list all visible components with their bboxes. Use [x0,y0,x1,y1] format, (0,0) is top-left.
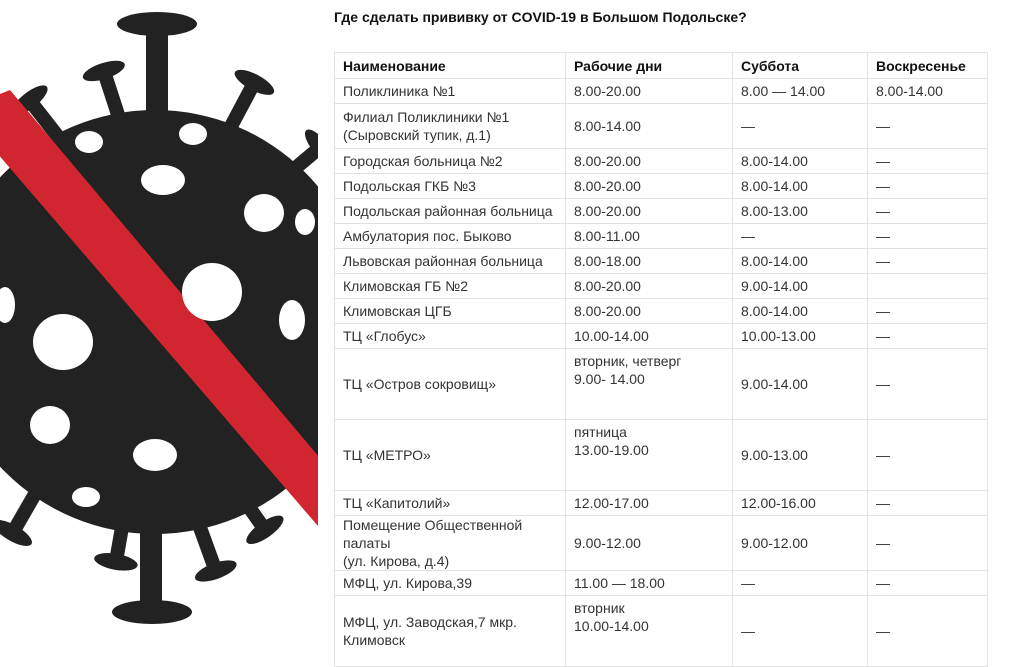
cell-saturday: 8.00-14.00 [733,174,868,199]
cell-name: Климовская ГБ №2 [335,274,566,299]
table-row [335,174,988,199]
cell-weekdays: 8.00-11.00 [566,224,733,249]
cell-name-line: (Сыровский тупик, д.1) [343,127,491,143]
cell-weekdays: 8.00-18.00 [566,249,733,274]
table-row [335,516,988,571]
page-title: Где сделать прививку от COVID-19 в Большом Подольске? [334,9,747,25]
cell-name: ТЦ «Капитолий» [335,491,566,516]
cell-weekdays-line: пятница [574,424,627,440]
cell-weekdays-line: вторник [574,600,625,616]
cell-sunday: — [868,174,988,199]
virus-illustration [0,0,318,648]
cell-weekdays: 8.00-14.00 [566,104,733,149]
cell-saturday: 9.00-14.00 [733,349,868,420]
table-row [335,349,988,420]
cell-sunday: — [868,324,988,349]
cell-weekdays: 12.00-17.00 [566,491,733,516]
table-row [335,571,988,596]
cell-name: Подольская ГКБ №3 [335,174,566,199]
header-weekdays: Рабочие дни [566,53,733,79]
cell-saturday: 8.00-13.00 [733,199,868,224]
cell-sunday: 8.00-14.00 [868,79,988,104]
table-row [335,199,988,224]
cell-sunday: — [868,420,988,491]
table-row [335,224,988,249]
table-row [335,274,988,299]
table-row [335,104,988,149]
cell-name-line: МФЦ, ул. Заводская,7 мкр. [343,614,517,630]
cell-name: Амбулатория пос. Быково [335,224,566,249]
cell-saturday: 10.00-13.00 [733,324,868,349]
cell-name: Львовская районная больница [335,249,566,274]
cell-weekdays: 8.00-20.00 [566,79,733,104]
cell-name: Подольская районная больница [335,199,566,224]
table-row [335,249,988,274]
cell-name: ТЦ «Остров сокровищ» [335,349,566,420]
table-row [335,149,988,174]
cell-saturday: 12.00-16.00 [733,491,868,516]
cell-name-line: Помещение Общественной палаты [343,517,523,551]
cell-saturday: — [733,596,868,667]
cell-saturday: 9.00-14.00 [733,274,868,299]
cell-sunday [868,274,988,299]
cell-saturday: 8.00 — 14.00 [733,79,868,104]
cell-saturday: 9.00-13.00 [733,420,868,491]
cell-weekdays-line: 10.00-14.00 [574,618,649,634]
cell-saturday: 8.00-14.00 [733,149,868,174]
cell-saturday: — [733,571,868,596]
table-row [335,491,988,516]
cell-weekdays: 8.00-20.00 [566,274,733,299]
cell-sunday: — [868,596,988,667]
cell-name-line: Филиал Поликлиники №1 [343,109,510,125]
cell-sunday: — [868,299,988,324]
cell-saturday: 8.00-14.00 [733,299,868,324]
cell-weekdays: 9.00-12.00 [566,516,733,571]
cell-sunday: — [868,349,988,420]
cell-sunday: — [868,491,988,516]
cell-sunday: — [868,224,988,249]
cell-weekdays [566,596,733,667]
cell-weekdays [566,420,733,491]
cell-weekdays: 8.00-20.00 [566,174,733,199]
cell-name: ТЦ «Глобус» [335,324,566,349]
vaccination-schedule-table [334,52,988,667]
table-row [335,79,988,104]
table-row [335,324,988,349]
table-row [335,420,988,491]
cell-name [335,104,566,149]
cell-saturday: — [733,104,868,149]
cell-weekdays: 11.00 — 18.00 [566,571,733,596]
cell-name-line: Климовск [343,632,405,648]
cell-weekdays: 8.00-20.00 [566,299,733,324]
table-header-row [335,53,988,79]
cell-saturday: — [733,224,868,249]
cell-name: Климовская ЦГБ [335,299,566,324]
cell-saturday: 9.00-12.00 [733,516,868,571]
cell-weekdays: 10.00-14.00 [566,324,733,349]
cell-name: Поликлиника №1 [335,79,566,104]
cell-weekdays-line: 9.00- 14.00 [574,371,645,387]
cell-name: МФЦ, ул. Кирова,39 [335,571,566,596]
cell-name: ТЦ «МЕТРО» [335,420,566,491]
cell-sunday: — [868,516,988,571]
cell-saturday: 8.00-14.00 [733,249,868,274]
header-name: Наименование [335,53,566,79]
cell-sunday: — [868,249,988,274]
cell-weekdays [566,349,733,420]
table-row [335,299,988,324]
crossed-out-coronavirus-icon [0,0,318,648]
cell-name [335,516,566,571]
table-row [335,596,988,667]
cell-name: Городская больница №2 [335,149,566,174]
cell-weekdays: 8.00-20.00 [566,199,733,224]
cell-weekdays-line: 13.00-19.00 [574,442,649,458]
cell-name-line: (ул. Кирова, д.4) [343,553,450,569]
header-sunday: Воскресенье [868,53,988,79]
cell-sunday: — [868,571,988,596]
cell-weekdays-line: вторник, четверг [574,353,682,369]
cell-sunday: — [868,104,988,149]
cell-sunday: — [868,149,988,174]
cell-weekdays: 8.00-20.00 [566,149,733,174]
cell-sunday: — [868,199,988,224]
header-saturday: Суббота [733,53,868,79]
cell-name [335,596,566,667]
